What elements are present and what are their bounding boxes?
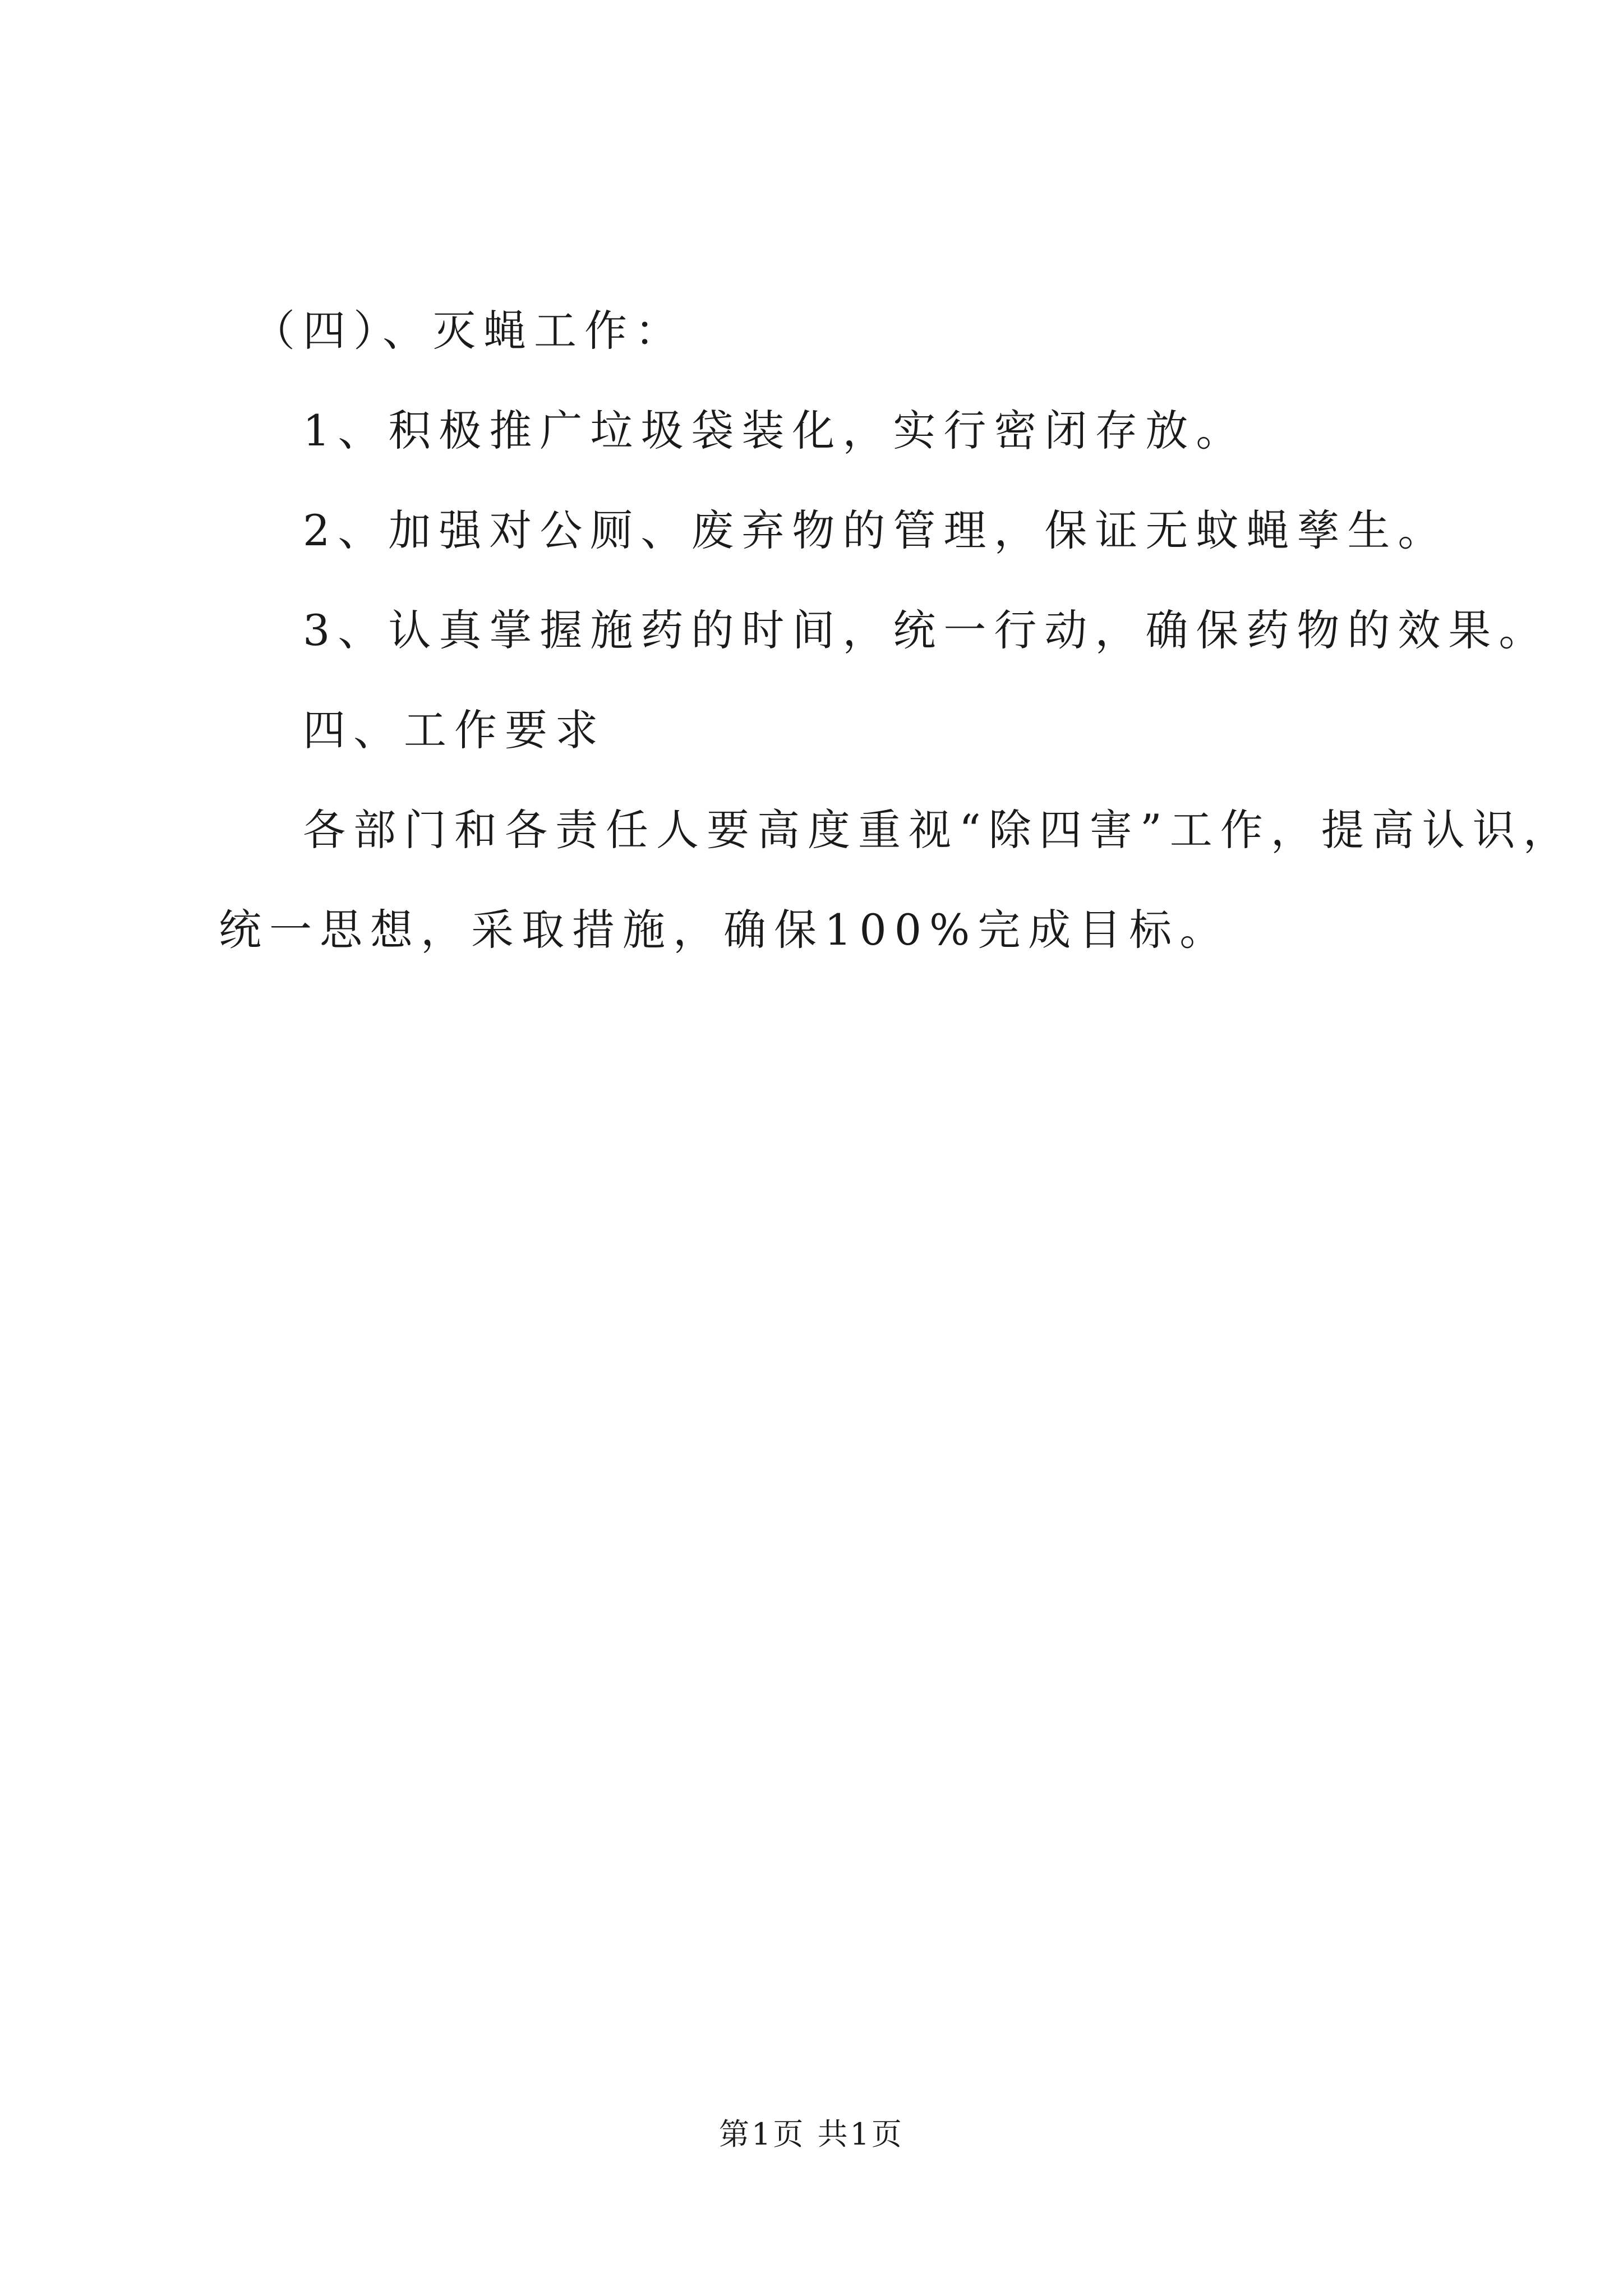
paragraph-line: 统一思想，采取措施，确保100%完成目标。 (219, 905, 1230, 955)
section-heading-requirements: 四、工作要求 (303, 705, 606, 755)
page-number-footer: 第1页 共1页 (719, 2116, 904, 2152)
document-body (219, 303, 1574, 958)
section-heading-fly-control: （四）、灭蝇工作： (252, 306, 685, 356)
list-item: 3、认真掌握施药的时间，统一行动，确保药物的效果。 (303, 605, 1550, 655)
paragraph-line: 各部门和各责任人要高度重视“除四害”工作，提高认识， (303, 805, 1574, 855)
list-item: 1、积极推广垃圾袋装化，实行密闭存放。 (303, 406, 1247, 455)
list-item: 2、加强对公厕、废弃物的管理，保证无蚊蝇孳生。 (303, 505, 1449, 555)
